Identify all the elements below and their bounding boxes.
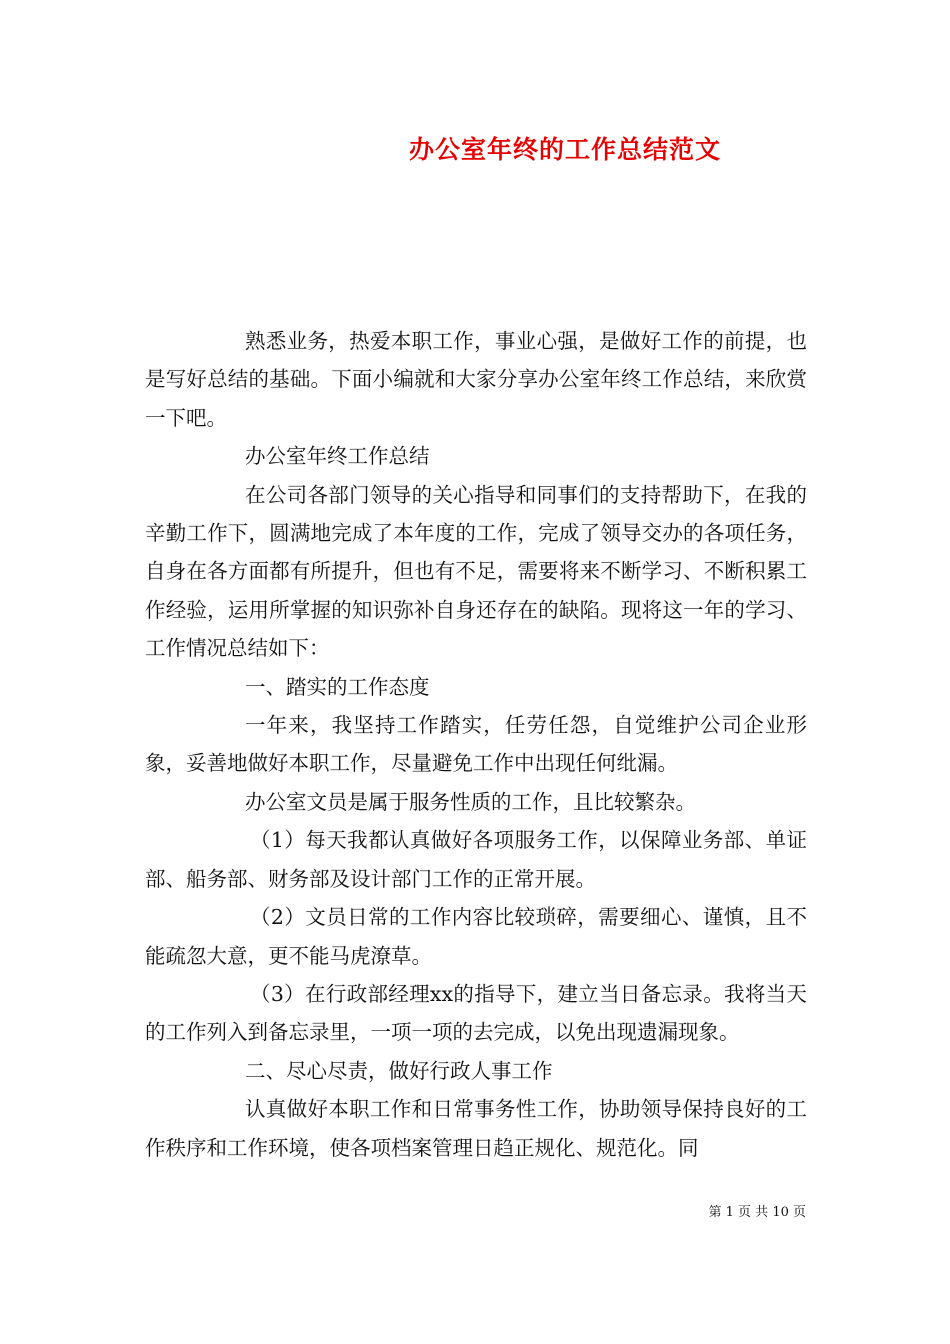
paragraph-intro: 熟悉业务，热爱本职工作，事业心强，是做好工作的前提，也是写好总结的基础。下面小编就和大家分享办公室年终工作总结，来欣赏一下吧。: [145, 329, 807, 430]
document-body: [145, 322, 807, 1167]
paragraph-overview: 在公司各部门领导的关心指导和同事们的支持帮助下，在我的辛勤工作下，圆满地完成了本年度的工作，完成了领导交办的各项任务，自身在各方面都有所提升，但也有不足，需要将来不断学习、不断积累工作经验，运用所掌握的知识弥补自身还存在的缺陷。现将这一年的学习、工作情况总结如下：: [145, 482, 807, 661]
section-heading-2: 二、尽心尽责，做好行政人事工作: [245, 1058, 553, 1083]
page-number: 第 1 页 共 10 页: [708, 1205, 806, 1220]
paragraph-subtitle: 办公室年终工作总结: [245, 444, 430, 469]
document-title: 办公室年终的工作总结范文: [408, 135, 721, 164]
paragraph-attitude: 一年来，我坚持工作踏实，任劳任怨，自觉维护公司企业形象，妥善地做好本职工作，尽量避免工作中出现任何纰漏。: [145, 713, 807, 776]
list-item-1: （1）每天我都认真做好各项服务工作，以保障业务部、单证部、船务部、财务部及设计部门工作的正常开展。: [145, 828, 807, 891]
section-heading-1: 一、踏实的工作态度: [245, 674, 430, 699]
paragraph-admin: 认真做好本职工作和日常事务性工作，协助领导保持良好的工作秩序和工作环境，使各项档案管理日趋正规化、规范化。同: [145, 1097, 807, 1160]
list-item-2: （2）文员日常的工作内容比较琐碎，需要细心、谨慎，且不能疏忽大意，更不能马虎潦草。: [145, 905, 807, 968]
list-item-3: （3）在行政部经理xx的指导下，建立当日备忘录。我将当天的工作列入到备忘录里，一项一项的去完成，以免出现遗漏现象。: [145, 981, 807, 1045]
paragraph-clerk-role: 办公室文员是属于服务性质的工作，且比较繁杂。: [245, 789, 696, 814]
